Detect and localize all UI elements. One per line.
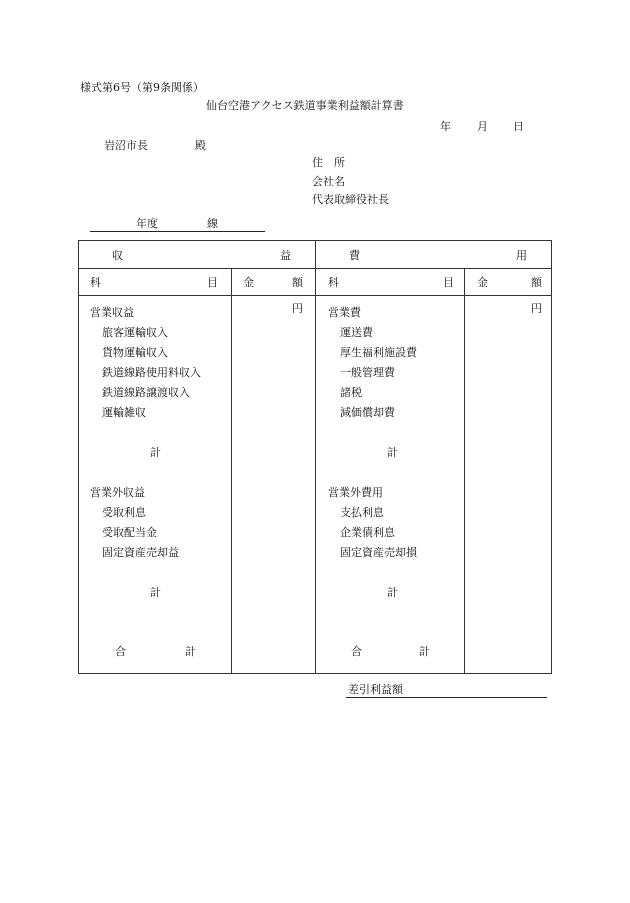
income-item: 鉄道線路譲渡収入 [102,386,190,399]
income-non-operating-subtotal: 計 [150,586,161,599]
date-year: 年 [440,120,451,133]
profit-underline [346,697,547,698]
expense-header-left: 費 [349,249,360,262]
fiscal-year-underline [90,231,265,232]
center-divider [315,241,316,673]
income-header-right: 益 [280,249,291,262]
income-total-right: 計 [185,645,196,658]
representative-label: 代表取締役社長 [312,193,389,206]
expense-amount-divider [464,268,465,673]
expense-non-operating-subtotal: 計 [387,586,398,599]
income-expense-table [78,240,552,674]
expense-col-item-left: 科 [328,276,339,289]
income-total-left: 合 [115,645,126,658]
income-item: 運輸雑収 [102,406,146,419]
income-item: 固定資産売却益 [102,546,179,559]
income-item: 鉄道線路使用料収入 [102,366,201,379]
expense-header-right: 用 [516,249,527,262]
expense-item: 運送費 [340,326,373,339]
profit-label: 差引利益額 [348,683,403,696]
income-item: 受取配当金 [102,526,157,539]
income-operating-subtotal: 計 [150,446,161,459]
expense-item: 減価償却費 [340,406,395,419]
line-label: 線 [207,217,218,230]
expense-item: 固定資産売却損 [340,546,417,559]
address-label: 住 所 [312,156,345,169]
honorific: 殿 [195,139,206,152]
expense-non-operating-title: 営業外費用 [328,486,383,499]
form-number: 様式第6号（第9条関係） [80,81,204,94]
fiscal-year-label: 年度 [136,217,158,230]
income-col-item-right: 目 [207,276,218,289]
date-month: 月 [477,120,488,133]
income-col-amount-left: 金 [243,276,254,289]
income-col-item-left: 科 [90,276,101,289]
recipient: 岩沼市長 [104,139,148,152]
expense-item: 一般管理費 [340,366,395,379]
date-day: 日 [513,120,524,133]
expense-col-item-right: 目 [443,276,454,289]
expense-operating-subtotal: 計 [387,446,398,459]
income-item: 受取利息 [102,506,146,519]
expense-operating-title: 営業費 [328,306,361,319]
income-header-left: 収 [112,249,123,262]
expense-item: 企業債利息 [340,526,395,539]
income-yen-unit: 円 [292,302,303,315]
expense-item: 厚生福利施設費 [340,346,417,359]
expense-col-amount-left: 金 [477,276,488,289]
income-non-operating-title: 営業外収益 [90,486,145,499]
income-operating-title: 営業収益 [90,306,134,319]
expense-item: 諸税 [340,386,362,399]
income-amount-divider [231,268,232,673]
header-row-divider [79,268,551,269]
expense-total-left: 合 [351,645,362,658]
company-label: 会社名 [312,175,345,188]
document-title: 仙台空港アクセス鉄道事業利益額計算書 [206,99,404,112]
expense-col-amount-right: 額 [531,276,542,289]
expense-yen-unit: 円 [531,302,542,315]
income-item: 貨物運輸収入 [102,346,168,359]
income-item: 旅客運輸収入 [102,326,168,339]
expense-item: 支払利息 [340,506,384,519]
column-header-divider [79,295,551,296]
income-col-amount-right: 額 [292,276,303,289]
expense-total-right: 計 [419,645,430,658]
